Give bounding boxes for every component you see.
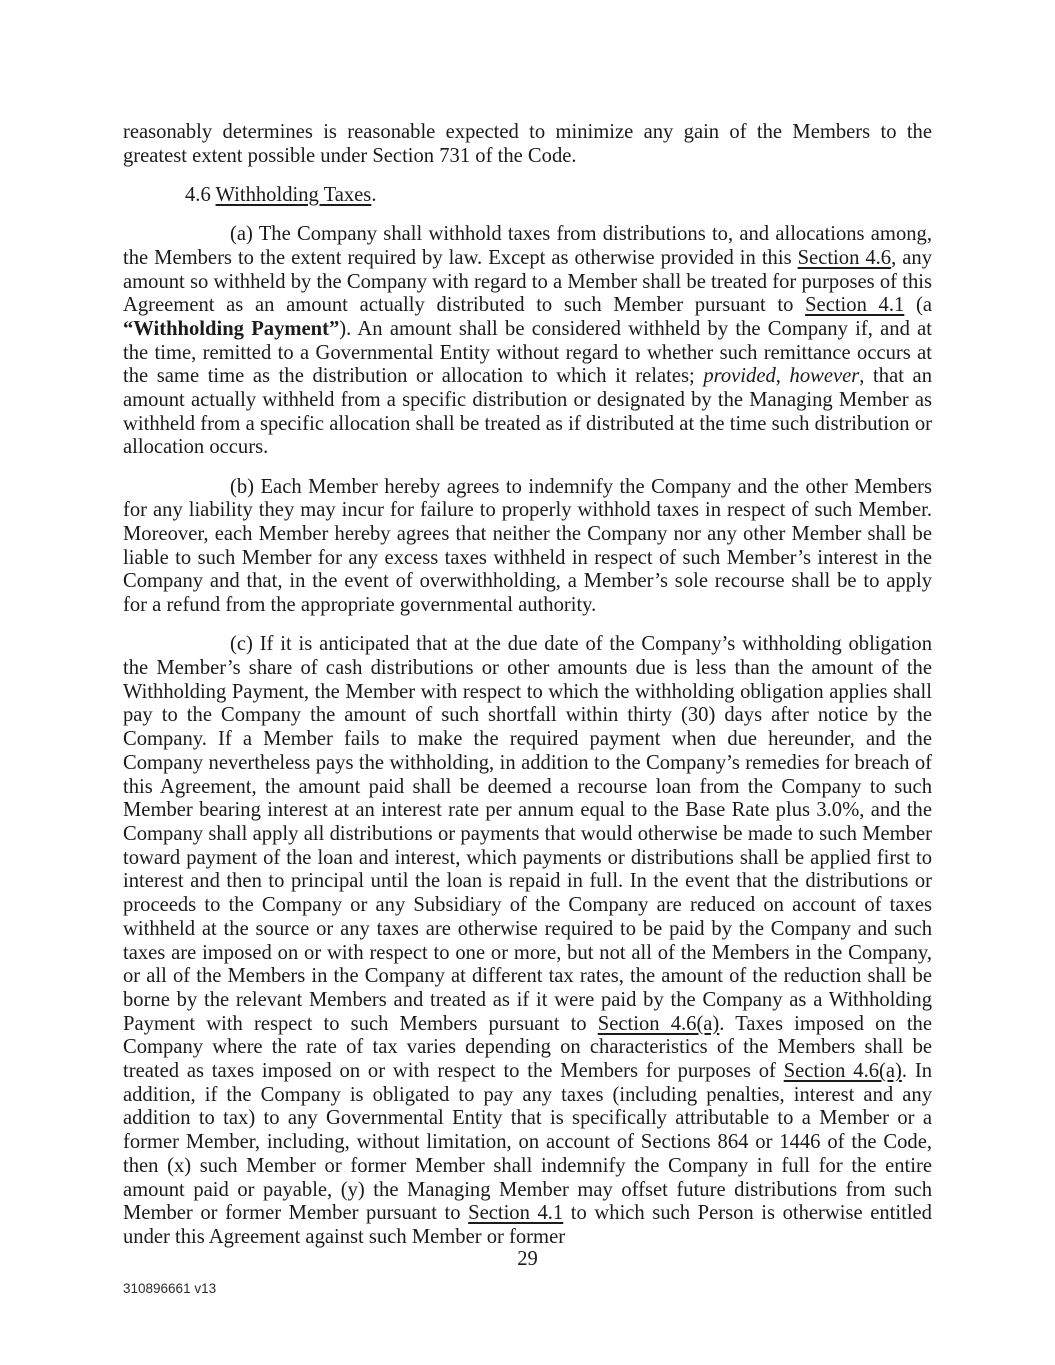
text-run: reasonably determines is reasonable expected to minimize any gain of the Members to the greatest extent possible under Section 731 of the Code.	[123, 121, 932, 167]
text-run: , any amount so withheld by the Company with regard to a Member shall be treated for purposes of this Agreement as an amount actually distributed to such Member pursuant to	[123, 246, 932, 317]
page-number: 29	[517, 1248, 538, 1270]
italic-phrase: however	[789, 365, 860, 388]
text-run: ). An amount shall be considered withheld by the Company if, and at the time, remitted to a Governmental Entity without regard to whether such remittance occurs at the same time as the distribution or allocation to which it relates;	[123, 317, 932, 388]
section-reference: Section 4.1	[468, 1202, 564, 1225]
section-reference: Withholding Taxes	[215, 183, 372, 206]
defined-term: “Withholding Payment”	[123, 317, 340, 340]
text-run: . In addition, if the Company is obligated to pay any taxes (including penalties, interest and any addition to tax) to any Governmental Entity that is specifically attributable to a Member or a former Member, including, without limitation, on account of Sections 864 or 1446 of the Code, then (x) such Member or former Member shall indemnify the Company in full for the entire amount paid or payable, (y) the Managing Member may offset future distributions from such Member or former Member pursuant to	[123, 1060, 932, 1225]
document-id-stamp: 310896661 v13	[123, 1281, 217, 1296]
paragraph-c	[123, 633, 932, 1249]
text-run: (a	[904, 294, 932, 317]
text-run: (a) The Company shall withhold taxes from distributions to, and allocations among, the Members to the extent required by law. Except as otherwise provided in this	[123, 223, 932, 269]
section-reference: Section 4.6(a)	[597, 1012, 720, 1035]
italic-phrase: provided	[703, 365, 776, 388]
text-run: .	[371, 183, 377, 206]
paragraph-b	[123, 476, 932, 618]
section-reference: Section 4.6	[797, 246, 892, 269]
text-run: (b) Each Member hereby agrees to indemnify the Company and the other Members for any liability they may incur for failure to properly withhold taxes in respect of such Member. Moreover, each Member hereby agrees that neither the Company nor any other Member shall be liable to such Member for any excess taxes withheld in respect of such Member’s interest in the Company and that, in the event of overwithholding, a Member’s sole recourse shall be to apply for a refund from the appropriate governmental authority.	[123, 475, 932, 617]
text-run: , that an amount actually withheld from a specific distribution or designated by the Managing Member as withheld from a specific allocation shall be treated as if distributed at the time such distribution or allocation occurs.	[123, 365, 932, 459]
section-reference: Section 4.1	[805, 294, 905, 317]
text-run: ,	[775, 365, 790, 388]
section-heading-4-6	[123, 184, 932, 208]
continuation-paragraph	[123, 121, 932, 168]
paragraph-a	[123, 223, 932, 460]
text-run: (c) If it is anticipated that at the due date of the Company’s withholding obligation the Member’s share of cash distributions or other amounts due is less than the amount of the Withholding Payment, the Member with respect to which the withholding obligation applies shall pay to the Company the amount of such shortfall within thirty (30) days after notice by the Company. If a Member fails to make the required payment when due hereunder, and the Company nevertheless pays the withholding, in addition to the Company’s remedies for breach of this Agreement, the amount paid shall be deemed a recourse loan from the Company to such Member bearing interest at an interest rate per annum equal to the Base Rate plus 3.0%, and the Company shall apply all distributions or payments that would otherwise be made to such Member toward payment of the loan and interest, which payments or distributions shall be applied first to interest and then to principal until the loan is repaid in full. In the event that the distributions or proceeds to the Company or any Subsidiary of the Company are reduced on account of taxes withheld at the source or any taxes are otherwise required to be paid by the Company and such taxes are imposed on or with respect to one or more, but not all of the Members in the Company, or all of the Members in the Company at different tax rates, the amount of the reduction shall be borne by the relevant Members and treated as if it were paid by the Company as a Withholding Payment with respect to such Members pursuant to	[123, 633, 932, 1035]
text-run: to which such Person is otherwise entitled under this Agreement against such Member or former	[123, 1202, 932, 1248]
text-run: 4.6	[185, 183, 216, 206]
text-run: . Taxes imposed on the Company where the rate of tax varies depending on characteristics of the Members shall be treated as taxes imposed on or with respect to the Members for purposes of	[123, 1012, 932, 1083]
section-reference: Section 4.6(a)	[783, 1060, 902, 1083]
document-body	[123, 121, 932, 1265]
